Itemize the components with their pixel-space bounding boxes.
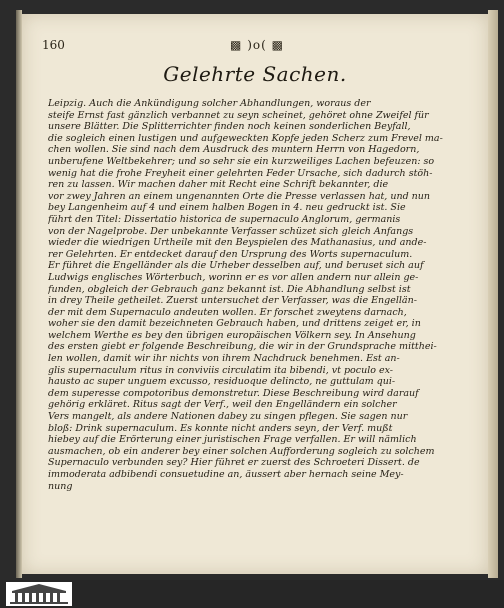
text-line: die sogleich einen lustigen und aufgeweckten Kopfe jeden Scherz zum Frevel ma- — [48, 132, 443, 144]
page-right-edge — [488, 10, 498, 578]
text-line: welchem Werthe es bey den übrigen europäischen Völkern sey. In Ansehung — [48, 329, 416, 341]
text-line: ausmachen, ob ein anderer bey einer solchen Aufforderung sogleich zu solchem — [48, 445, 435, 457]
text-line: Supernaculo verbunden sey? Hier führet er zuerst des Schroeteri Dissert. de — [48, 457, 420, 469]
text-line: unberufene Weltbekehrer; und so sehr sie ein kurzweiliges Lachen befeuzen: so — [48, 155, 435, 167]
text-line: woher sie den damit bezeichneten Gebrauch haben, und drittens zeiget er, in — [48, 318, 421, 330]
text-line: funden, obgleich der Gebrauch ganz bekannt ist. Die Abhandlung selbst ist — [48, 283, 411, 295]
page-header — [42, 38, 472, 54]
text-line: in drey Theile getheilet. Zuerst untersuchet der Verfasser, was die Engellän- — [48, 295, 417, 307]
text-line: bloß: Drink supernaculum. Es konnte nicht anders seyn, der Verf. mußt — [48, 422, 393, 434]
running-head-ornament: ▩ )o( ▩ — [230, 38, 284, 52]
text-line: bey Langenheim auf 4 und einem halben Bogen in 4. neu gedruckt ist. Sie — [48, 202, 406, 214]
text-line: Ludwigs englisches Wörterbuch, worinn er es vor allen andern nur allein ge- — [48, 271, 419, 283]
page-number: 160 — [42, 38, 65, 52]
text-line: führt den Titel: Dissertatio historica de supernaculo Anglorum, germanis — [48, 213, 401, 225]
section-title: Gelehrte Sachen. — [163, 62, 347, 86]
text-line: Leipzig. Auch die Ankündigung solcher Abhandlungen, woraus der — [48, 98, 371, 109]
text-line: hiebey auf die Erörterung einer juristischen Frage verfallen. Er will nämlich — [48, 434, 417, 446]
text-line: immoderata adbibendi consuetudine an, äussert aber hernach seine Mey- — [48, 469, 404, 480]
text-line: chen wollen. Sie sind nach dem Ausdruck des muntern Herrn von Hagedorn, — [48, 144, 420, 156]
text-line: glis supernaculum ritus in conviviis circulatim ita bibendi, vt poculo ex- — [48, 364, 393, 376]
text-line: steife Ernst fast gänzlich verbannet zu seyn scheinet, gehöret ohne Zweifel für — [48, 109, 429, 121]
text-line: Vers mangelt, als andere Nationen dabey zu singen pflegen. Sie sagen nur — [48, 411, 408, 423]
text-line: vor zwey Jahren an einem ungenannten Orte die Presse verlassen hat, und nun — [48, 190, 431, 202]
text-line: len wollen, damit wir ihr nichts von ihrem Nachdruck benehmen. Est an- — [48, 353, 400, 365]
book-page — [22, 14, 488, 574]
text-line: Er führet die Engelländer als die Urheber desselben auf, und beruset sich auf — [48, 260, 424, 272]
text-line: ren zu lassen. Wir machen daher mit Recht eine Schrift bekannter, die — [48, 179, 389, 191]
text-line: dem superesse compotoribus demonstretur. Diese Beschreibung wird darauf — [48, 387, 419, 399]
footer-strip — [0, 580, 504, 608]
text-line: wenig hat die frohe Freyheit einer gelehrten Feder Ursache, sich dadurch stöh- — [48, 167, 433, 179]
text-line: des ersten giebt er folgende Beschreibung, die wir in der Grundsprache mitthei- — [48, 341, 437, 353]
text-line: rer Gelehrten. Er entdecket darauf den Ursprung des Worts supernaculum. — [48, 248, 413, 260]
text-line: der mit dem Supernaculo andeuten wollen. Er forschet zweytens darnach, — [48, 306, 407, 318]
text-line: wieder die wiedrigen Urtheile mit den Beyspielen des Mathanasius, und ande- — [48, 237, 427, 249]
text-line: unsere Blätter. Die Splitterrichter finden noch keinen sonderlichen Beyfall, — [48, 121, 411, 133]
text-line: von der Nagelprobe. Der unbekannte Verfasser schüzet sich gleich Anfangs — [48, 225, 414, 237]
text-line: hausto ac super unguem excusso, residuoque delincto, ne guttulam qui- — [48, 376, 396, 388]
body-text — [48, 98, 474, 492]
text-line: nung — [48, 480, 73, 492]
building-logo-icon — [6, 582, 72, 606]
text-line: gehörig erkläret. Ritus sagt der Verf., weil den Engelländern ein solcher — [48, 399, 397, 411]
